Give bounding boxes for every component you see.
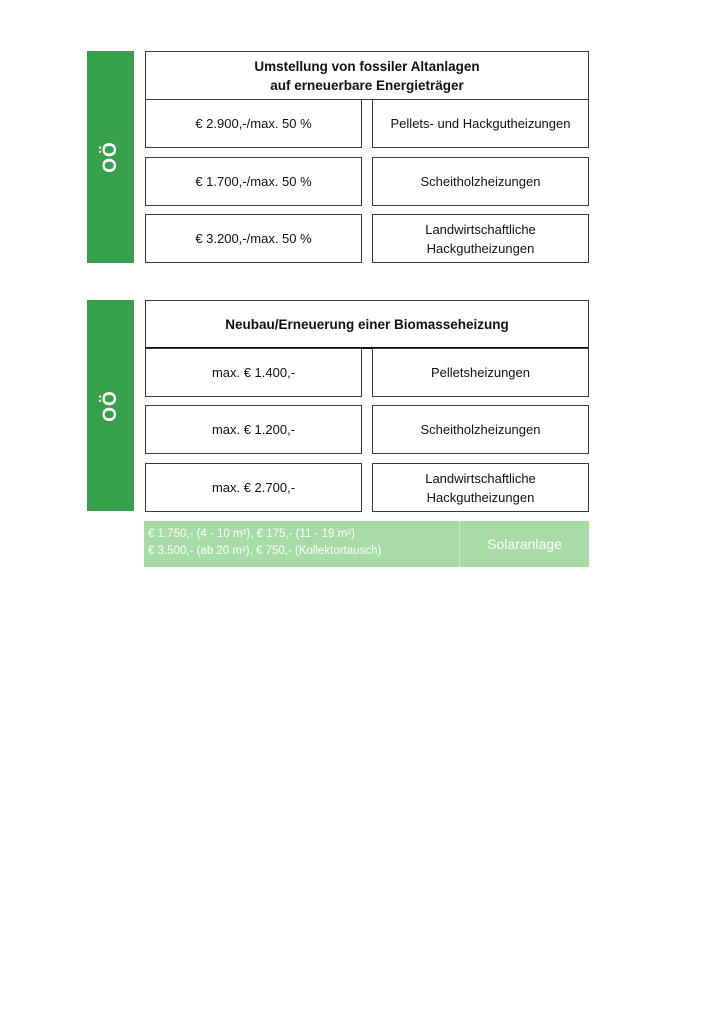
section-2-header-text: Neubau/Erneuerung einer Biomasseheizung xyxy=(225,316,509,332)
type-text: Scheitholzheizungen xyxy=(420,174,541,189)
section-1-header xyxy=(145,51,589,100)
amount-text: max. € 1.200,- xyxy=(211,422,296,437)
section-1-row-1-type xyxy=(372,99,589,148)
type-text: Pellets- und Hackgutheizungen xyxy=(390,116,571,131)
type-text: Landwirtschaftliche Hackgutheizungen xyxy=(425,470,536,505)
section-1-row-3-amount xyxy=(145,214,362,263)
section-1-header-text: Umstellung von fossiler Altanlagen auf erneuerbare Energieträger xyxy=(254,58,480,93)
amount-text: max. € 2.700,- xyxy=(211,480,296,495)
section-2-tab-label: OÖ xyxy=(99,389,121,422)
section-2-header xyxy=(145,300,589,349)
type-text: Pelletsheizungen xyxy=(430,365,531,380)
section-1-row-1-amount xyxy=(145,99,362,148)
solar-amount-line-2: € 3.500,- (ab 20 m²), € 750,- (Kollektortausch) xyxy=(148,545,382,557)
solar-label: Solaranlage xyxy=(487,536,562,552)
section-2-row-1-amount xyxy=(145,348,362,397)
type-text: Scheitholzheizungen xyxy=(420,422,541,437)
solar-amounts xyxy=(148,526,460,560)
section-2-row-2-amount xyxy=(145,405,362,454)
section-1-row-2-amount xyxy=(145,157,362,206)
amount-text: € 2.900,-/max. 50 % xyxy=(195,116,312,131)
section-1-row-3-type xyxy=(372,214,589,263)
section-2-row-3-amount xyxy=(145,463,362,512)
section-1-row-2-type xyxy=(372,157,589,206)
section-2-row-1-type xyxy=(372,348,589,397)
section-2-side-tab xyxy=(87,300,134,511)
solar-row xyxy=(144,521,589,567)
amount-text: € 1.700,-/max. 50 % xyxy=(195,174,312,189)
section-2-row-2-type xyxy=(372,405,589,454)
amount-text: max. € 1.400,- xyxy=(211,365,296,380)
section-1-tab-label: OÖ xyxy=(99,141,121,173)
section-2-row-3-type xyxy=(372,463,589,512)
type-text: Landwirtschaftliche Hackgutheizungen xyxy=(425,221,536,256)
amount-text: € 3.200,-/max. 50 % xyxy=(195,231,312,246)
section-1-side-tab xyxy=(87,51,134,263)
solar-amount-line-1: € 1.750,- (4 - 10 m²), € 175,- (11 - 19 m²) xyxy=(148,528,355,540)
